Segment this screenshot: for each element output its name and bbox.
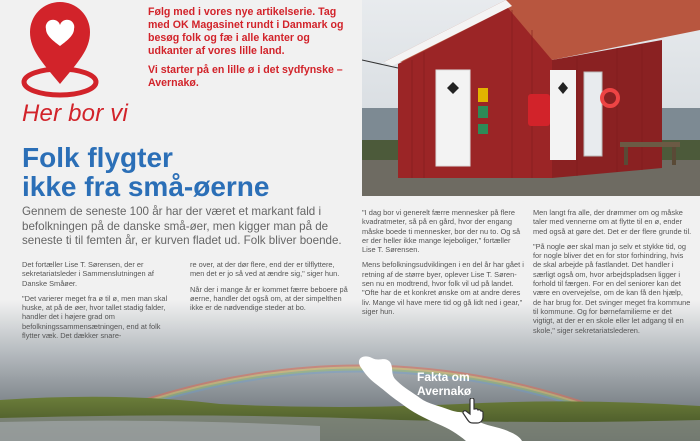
body-paragraph: Når der i mange år er kommet færre beboere på øerne, handler det også om, at der simpelthen ikke er de nødvendige steder at bo. bbox=[190, 284, 348, 313]
body-paragraph: Mens befolkningsudviklingen i en del år har gået i retning af de større byer, oplever Lise T. Sørensen nu en modtrend, hvor folk vil ud på landet. "Ofte har de et konkret ønske om at andre deres liv. Mange vil have mere tid og gå lidt ned i gear," siger hun. bbox=[362, 260, 524, 316]
intro-paragraph: Følg med i vores nye artikelserie. Tag med OK Magasinet rundt i Danmark og besøg folk og fæ i alle kanter og udkanter af vores lille land. bbox=[148, 6, 344, 57]
red-shed-photo bbox=[362, 0, 700, 196]
body-column-2 bbox=[190, 260, 348, 318]
map-pin-heart-icon bbox=[20, 2, 100, 98]
headline-line: ikke fra små-øerne bbox=[22, 171, 270, 202]
intro-paragraph: Vi starter på en lille ø i det sydfynske – Avernakø. bbox=[148, 64, 343, 89]
body-paragraph: "Det varierer meget fra ø til ø, men man skal huske, at på de øer, hvor tallet stadig falder, handler det i højere grad om befolkningssammensætningen, end at folk flytter væk. Det dækker snare- bbox=[22, 293, 168, 341]
body-column-4 bbox=[533, 208, 693, 341]
body-column-1 bbox=[22, 260, 180, 346]
fakta-line: Fakta om bbox=[417, 370, 470, 384]
headline-line: Folk flygter bbox=[22, 142, 173, 173]
lead-paragraph: Gennem de seneste 100 år har der været et markant fald i befolkningen på de danske små-øer, men kigger man på de seneste ti til femten år, er kurven fladet ud. Folk bliver boende. bbox=[22, 205, 342, 247]
body-paragraph: Men langt fra alle, der drømmer om og måske taler med vennerne om at flytte til en ø, ender med også at gøre det. Det er der flere grunde til. bbox=[533, 208, 692, 236]
body-paragraph: Det fortæller Lise T. Sørensen, der er sekretariatsleder i Sammenslutningen af Danske Småøer. bbox=[22, 260, 154, 288]
body-paragraph: re over, at der dør flere, end der er tilflyttere, men det er jo så ved at ændre sig," siger hun. bbox=[190, 260, 340, 279]
body-paragraph: "I dag bor vi generelt færre mennesker på flere kvadratmeter, så på en gård, hvor der engang måske boede ti mennesker, bor der nu to. Og så er der heller ikke mange lejeboliger," fortæller Lise T. Sørensen. bbox=[362, 208, 521, 255]
body-column-3 bbox=[362, 208, 524, 322]
logo-text: Her bor vi bbox=[22, 100, 129, 127]
headline bbox=[22, 143, 269, 201]
fakta-link[interactable] bbox=[417, 370, 471, 398]
pointer-hand-icon bbox=[462, 398, 484, 424]
fakta-line: Avernakø bbox=[417, 384, 472, 398]
intro-text bbox=[148, 6, 354, 96]
body-paragraph: "På nogle øer skal man jo selv et stykke tid, og for nogle bliver det en for stor forhindring, hvis de skal arbejde på fastlandet. Det handler i særligt også om, hvor arbejdspladsen ligger i forhold til færgen. For en del seniorer kan det være en overvejelse, om de kan få den hjælp, de har brug for. Det svinger meget fra kommune til kommune. Og for børnefamilierne er det vigtigt, at der er en skole eller let adgang til en skole," siger sekretariatslederen. bbox=[533, 241, 691, 335]
